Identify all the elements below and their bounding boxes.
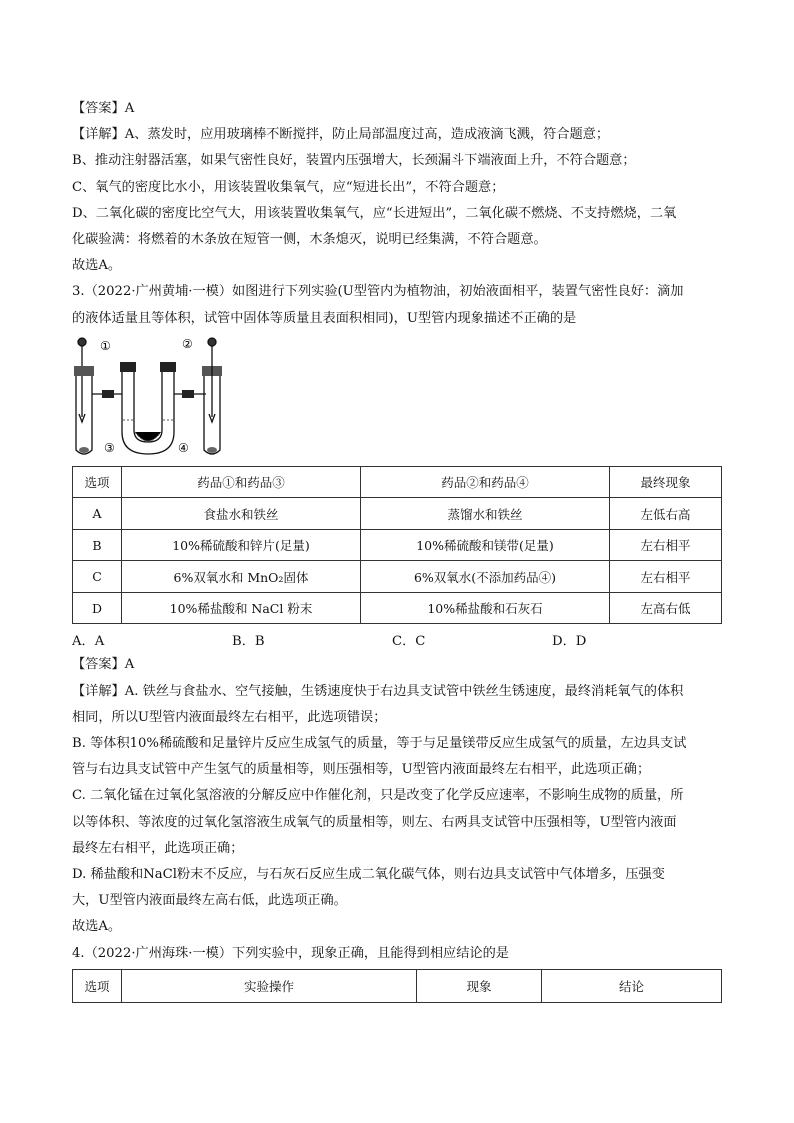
oil-surface (123, 420, 173, 441)
q4-stem: 4.（2022·广州海珠·一模）下列实验中，现象正确，且能得到相应结论的是 (72, 945, 509, 961)
cell: 蒸馏水和铁丝 (361, 498, 610, 530)
apparatus-drawing (74, 332, 254, 462)
cell: B (73, 529, 122, 561)
q2-detail-2: B、推动注射器活塞，如果气密性良好，装置内压强增大，长颈漏斗下端液面上升，不符合题意； (72, 153, 636, 169)
q2-detail-3: C、氧气的密度比水小，用该装置收集氧气，应“短进长出”，不符合题意； (72, 179, 505, 195)
label-4: ④ (178, 440, 189, 455)
q3-options-table (72, 466, 722, 625)
header-drugs-2-4: 药品②和药品④ (361, 466, 610, 498)
right-dropper (208, 338, 216, 422)
label-2: ② (182, 336, 193, 351)
q3-detail-2: 相同，所以U型管内液面最终左右相平，此选项错误； (72, 709, 387, 725)
table-row (73, 561, 722, 593)
header-drugs-1-3: 药品①和药品③ (122, 466, 361, 498)
cell: 10%稀硫酸和锌片(足量) (122, 529, 361, 561)
cell: A (73, 498, 122, 530)
table-row (73, 592, 722, 624)
q3-detail-6: 以等体积、等浓度的过氧化氢溶液生成氧气的质量相等，则左、右两具支试管中压强相等，U型管内液面 (72, 814, 677, 830)
choice-c: C．C (392, 633, 426, 649)
cell: 食盐水和铁丝 (122, 498, 361, 530)
left-connector (102, 390, 114, 398)
q4-header-operation: 实验操作 (122, 969, 417, 1002)
cell: D (73, 592, 122, 624)
header-phenomenon: 最终现象 (610, 466, 722, 498)
q2-detail-1: 【详解】A、蒸发时，应用玻璃棒不断搅拌，防止局部温度过高，造成液滴飞溅，符合题意； (72, 127, 610, 143)
table-row (73, 498, 722, 530)
q2-detail-4: D、二氧化碳的密度比空气大，用该装置收集氧气，应“长进短出”，二氧化碳不燃烧、不支持燃烧，二氧 (72, 205, 677, 221)
cell: 10%稀硫酸和镁带(足量) (361, 529, 610, 561)
left-dropper (78, 338, 86, 422)
q3-detail-3: B. 等体积10%稀硫酸和足量锌片反应生成氢气的质量，等于与足量镁带反应生成氢气的质量，左边具支试 (72, 735, 687, 751)
q3-choices (72, 626, 724, 652)
table-row (73, 529, 722, 561)
q4-table (72, 969, 722, 1003)
q3-detail-1: 【详解】A. 铁丝与食盐水、空气接触，生锈速度快于右边具支试管中铁丝生锈速度，最终消耗氧气的体积 (72, 683, 684, 699)
q3-answer: 【答案】A (72, 657, 135, 673)
q3-detail-8: D. 稀盐酸和NaCl粉末不反应，与石灰石反应生成二氧化碳气体，则右边具支试管中气体增多，压强变 (72, 866, 665, 882)
cell: 左右相平 (610, 561, 722, 593)
u-tube-inner (134, 372, 162, 442)
label-3: ③ (104, 440, 115, 455)
q2-conclusion: 故选A。 (72, 258, 122, 274)
q4-header-phenomenon: 现象 (417, 969, 542, 1002)
cell: 10%稀盐酸和石灰石 (361, 592, 610, 624)
u-right-stopper (160, 362, 176, 372)
left-solid (79, 447, 89, 453)
header-option: 选项 (73, 466, 122, 498)
table-header-row (73, 466, 722, 498)
cell: 10%稀盐酸和 NaCl 粉末 (122, 592, 361, 624)
label-1: ① (100, 338, 111, 353)
q4-header-conclusion: 结论 (542, 969, 722, 1002)
cell: 左高右低 (610, 592, 722, 624)
cell: 左右相平 (610, 529, 722, 561)
choice-b: B．B (232, 633, 265, 649)
right-solid (207, 447, 217, 453)
choice-d: D．D (552, 633, 587, 649)
cell: 6%双氧水和 MnO₂固体 (122, 561, 361, 593)
choice-a: A．A (72, 633, 105, 649)
u-tube-apparatus-figure (74, 332, 254, 462)
q3-stem-1: 3.（2022·广州黄埔·一模）如图进行下列实验(U型管内为植物油，初始液面相平，装置气密性良好：滴加 (72, 284, 684, 300)
q3-detail-7: 最终左右相平，此选项正确； (72, 840, 244, 856)
q4-header-option: 选项 (73, 969, 122, 1002)
document-page (72, 96, 724, 1003)
q2-detail-5: 化碳验满：将燃着的木条放在短管一侧，木条熄灭，说明已经集满，不符合题意。 (72, 232, 547, 248)
q2-answer: 【答案】A (72, 101, 135, 116)
q3-detail-4: 管与右边具支试管中产生氢气的质量相等，则压强相等，U型管内液面最终左右相平，此选项正确； (72, 762, 651, 778)
cell: 左低右高 (610, 498, 722, 530)
u-left-stopper (120, 362, 136, 372)
q3-conclusion: 故选A。 (72, 919, 122, 935)
cell: C (73, 561, 122, 593)
q3-detail-9: 大，U型管内液面最终左高右低，此选项正确。 (72, 893, 347, 909)
left-stopper (74, 366, 94, 376)
right-connector (182, 390, 194, 398)
q4-header-row (73, 969, 722, 1002)
q3-detail-5: C. 二氧化锰在过氧化氢溶液的分解反应中作催化剂，只是改变了化学反应速率，不影响生成物的质量，所 (72, 788, 684, 804)
cell: 6%双氧水(不添加药品④) (361, 561, 610, 593)
q3-stem-2: 的液体适量且等体积，试管中固体等质量且表面积相同)，U型管内现象描述不正确的是 (72, 310, 577, 326)
